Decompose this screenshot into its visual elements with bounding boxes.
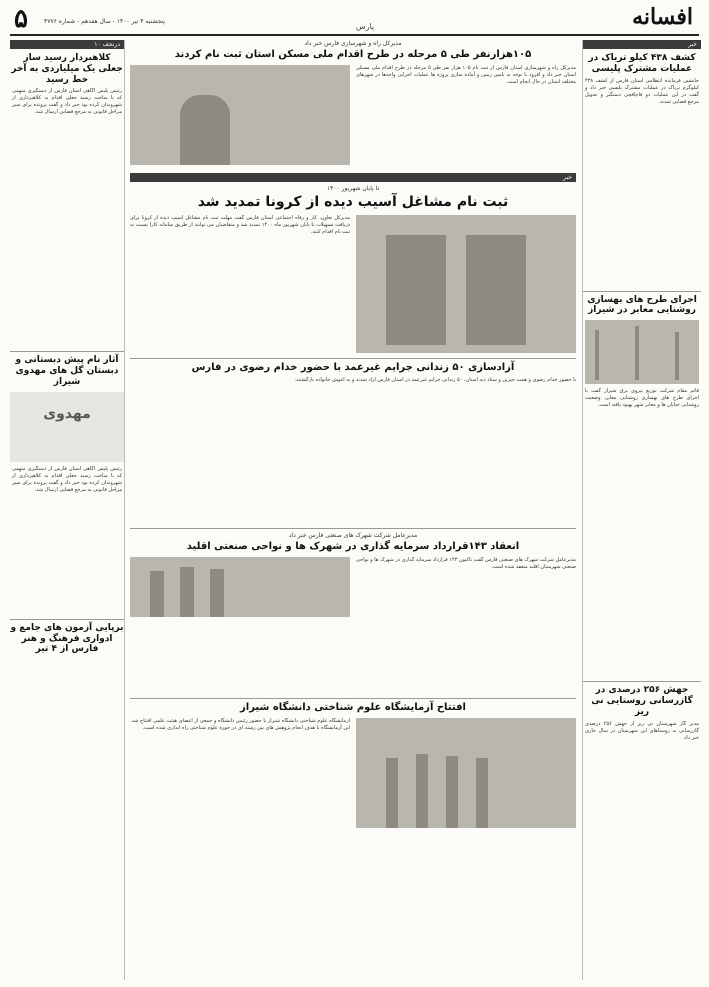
ad-title: مهدوی [43,405,91,422]
closed-shops-photo [356,215,576,353]
divider [130,358,576,359]
right-headline-3: جهش ۲۵۶ درصدی در گازرسانی روستایی نی ریز [591,685,693,717]
body-3: با حضور خدام رضوی و همت خیرین و ستاد دیه استان، ۵۰ زندانی جرایم غیرعمد در استان فارس آزاد شدند و به آغوش خانواده بازگشتند. [294,376,576,383]
divider [10,619,124,620]
headline-3: آزادسازی ۵۰ زندانی جرایم غیرعمد با حضور خدام رضوی در فارس [191,361,515,373]
divider [583,291,701,292]
top-body: مدیرکل راه و شهرسازی استان فارس از ثبت نام ۱۰۵ هزار نفر طی ۵ مرحله در طرح اقدام ملی مسکن استان خبر داد و افزود با توجه به تامین زمین و آماده سازی پروژه ها عملیات اجرایی واحدها در شهرهای مختلف استان در حال انجام است. [356,65,576,85]
right-headline-2: اجرای طرح های بهسازی روشنایی معابر در شیراز [587,294,697,316]
kindergarten-ad [10,392,124,462]
masthead [10,4,699,36]
left-body-1: رئیس پلیس آگاهی استان فارس از دستگیری متهمی که با ساخت رسید جعلی اقدام به کلاهبرداری از شهروندان کرده بود خبر داد و گفت پرونده برای سیر مراحل قانونی به مرجع قضایی ارسال شد. [12,88,122,116]
lab-opening-photo [356,718,576,828]
left-headline-1: کلاهبردار رسید ساز جعلی یک میلیاردی به آخر خط رسید [11,53,123,85]
top-headline: ۱۰۵هزارنفر طی ۵ مرحله در طرح اقدام ملی مسکن استان ثبت نام کردند [174,49,532,60]
left-column [10,40,125,980]
body-4: مدیرعامل شرکت شهرک های صنعتی فارس گفت تاکنون ۱۴۳ قرارداد سرمایه گذاری در شهرک ها و نواحی صنعتی شهرستان اقلید منعقد شده است. [356,556,576,570]
left-headline-2: آثار نام پیش دبستانی و دبستان گل های مهدوی شیراز [15,355,119,387]
divider [130,698,576,699]
body-5: آزمایشگاه علوم شناختی دانشگاه شیراز با حضور رئیس دانشگاه و جمعی از اعضای هیئت علمی افتتاح شد. این آزمایشگاه با هدف انجام پژوهش های بین رشته ای در حوزه علوم شناختی راه اندازی شده است. [130,717,350,731]
newspaper-logo: افسانه [632,4,693,30]
kicker-4: مدیرعامل شرکت شهرک های صنعتی فارس خبر داد [288,531,418,539]
divider [583,681,701,682]
right-column [582,40,701,980]
body-2: مدیرکل تعاون، کار و رفاه اجتماعی استان فارس گفت مهلت ثبت نام مشاغل آسیب دیده از کرونا برای دریافت تسهیلات تا پایان شهریور ماه ۱۴۰۰ تمدید شد و متقاضیان می توانند از طریق سامانه کارا نسبت به ثبت نام اقدام کنند. [130,214,350,235]
right-body-2: قائم مقام شرکت توزیع نیروی برق شیراز گفت با اجرای طرح های بهسازی روشنایی معابر، وضعیت روشنایی خیابان ها و معابر شهر بهبود یافته است. [585,388,699,409]
left-body-2: رئیس پلیس آگاهی استان فارس از دستگیری متهمی که با ساخت رسید جعلی اقدام به کلاهبرداری از شهروندان کرده بود خبر داد و گفت پرونده برای سیر مراحل قانونی به مرجع قضایی ارسال شد. [12,465,122,493]
official-photo [130,65,350,165]
right-body-1: جانشین فرمانده انتظامی استان فارس از کشف ۴۳۸ کیلوگرم تریاک در عملیات مشترک پلیسی خبر داد و گفت در این عملیات دو قاچاقچی دستگیر و تحویل مرجع قضایی شدند. [585,77,699,105]
ceremony-photo [130,557,350,617]
center-column [130,40,576,980]
left-label [10,40,124,49]
right-body-3: مدیر گاز شهرستان نی ریز از جهش ۲۵۶ درصدی گازرسانی به روستاهای این شهرستان در سال جاری خبر داد. [585,720,700,741]
headline-5: افتتاح آزمایشگاه علوم شناختی دانشگاه شیراز [240,701,466,713]
top-kicker: مدیرکل راه و شهرسازی فارس خبر داد [304,40,402,47]
kicker-2: تا پایان شهریور ۱۴۰۰ [326,185,380,192]
left-badge: ۱۰ [94,41,101,48]
headline-2: ثبت نام مشاغل آسیب دیده از کرونا تمدید شد [197,194,509,210]
right-headline-1: کشف ۴۳۸ کیلو تریاک در عملیات مشترک پلیسی [588,53,696,74]
left-headline-3: برپایی آزمون های جامع و ادواری فرهنگ و هنر فارس از ۴ تیر [10,622,124,655]
dateline: پنجشنبه ۴ تیر ۱۴۰۰ - سال هفدهم - شماره ۴۷۷۶ [44,18,165,25]
page-number: ۵ [14,4,28,34]
right-label: خبر [583,40,701,49]
street-lights-photo [585,320,699,384]
divider [10,351,124,352]
left-label-text: درنجف [102,41,120,48]
section-name: پارس [355,22,375,31]
divider [130,528,576,529]
news-label: خبر [130,173,576,182]
headline-4: انعقاد ۱۴۳قرارداد سرمایه گذاری در شهرک ها و نواحی صنعتی اقلید [186,540,520,552]
